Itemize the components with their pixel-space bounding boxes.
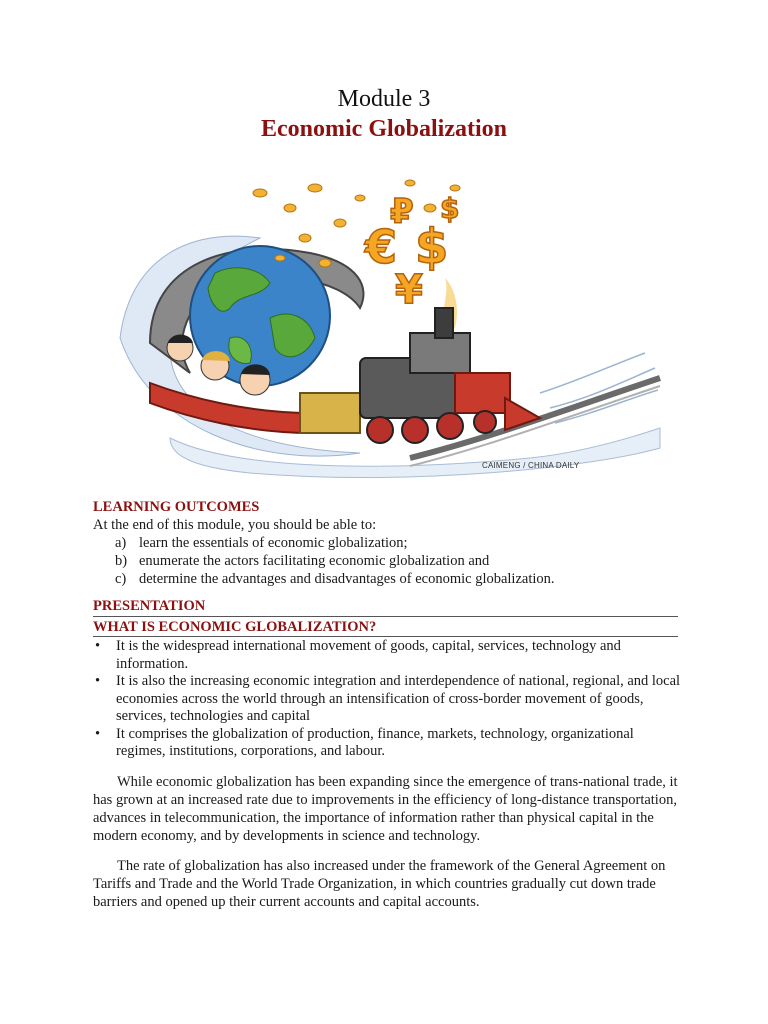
section-subheading: WHAT IS ECONOMIC GLOBALIZATION? <box>93 619 377 635</box>
bullet-text: It comprises the globalization of production, finance, markets, technology, organizational regimes, institutions, corporations, and labour. <box>116 725 634 759</box>
ruble-symbol: ₽ <box>390 192 414 232</box>
list-item-text: determine the advantages and disadvantages of economic globalization. <box>139 571 555 587</box>
list-marker: b) <box>115 553 128 569</box>
list-item <box>93 552 555 570</box>
bullet-text: It is also the increasing economic integration and interdependence of national, regional, and local economies across the world through an intensification of cross-border movement of goods, services, technologies and capital <box>116 673 681 724</box>
learning-outcomes-heading: LEARNING OUTCOMES <box>93 499 260 515</box>
globalization-train-illustration <box>110 168 670 488</box>
list-marker: a) <box>115 535 127 551</box>
list-item <box>93 570 555 588</box>
divider <box>93 636 678 637</box>
learning-outcomes-intro: At the end of this module, you should be able to: <box>93 517 377 533</box>
list-marker: c) <box>115 571 127 587</box>
euro-symbol: € <box>365 220 398 274</box>
train-car <box>150 383 310 433</box>
bullet-text: It is the widespread international movement of goods, capital, services, technology and information. <box>116 638 621 672</box>
presentation-heading: PRESENTATION <box>93 598 206 614</box>
bullet-item <box>93 638 683 673</box>
dollar-symbol-small: $ <box>440 192 460 225</box>
bullet-dot: • <box>95 673 101 689</box>
list-item <box>93 534 555 552</box>
list-item-text: learn the essentials of economic globalization; <box>139 535 408 551</box>
locomotive <box>360 308 540 443</box>
learning-outcomes-list <box>93 534 555 588</box>
divider <box>93 616 678 617</box>
bullet-dot: • <box>95 638 101 654</box>
page-title: Economic Globalization <box>261 116 507 142</box>
yen-symbol: ¥ <box>395 267 423 313</box>
list-item-text: enumerate the actors facilitating economic globalization and <box>139 553 490 569</box>
dollar-symbol: $ <box>415 219 449 275</box>
bullet-item <box>93 673 683 726</box>
body-paragraph: While economic globalization has been expanding since the emergence of trans-national trade, it has grown at an increased rate due to improvements in the efficiency of long-distance transportation, advances in telecommunication, the importance of information rather than physical capital in the modern economy, and by developments in science and technology. <box>93 774 678 844</box>
illustration-credit: CAIMENG / CHINA DAILY <box>482 461 580 470</box>
body-paragraph: The rate of globalization has also increased under the framework of the General Agreement on Tariffs and Trade and the World Trade Organization, in which countries gradually cut down trade barriers and opened up their current accounts and capital accounts. <box>93 858 666 910</box>
bullet-item <box>93 726 683 761</box>
module-number: Module 3 <box>337 86 431 112</box>
definition-bullets <box>93 638 683 761</box>
bullet-dot: • <box>95 725 101 742</box>
